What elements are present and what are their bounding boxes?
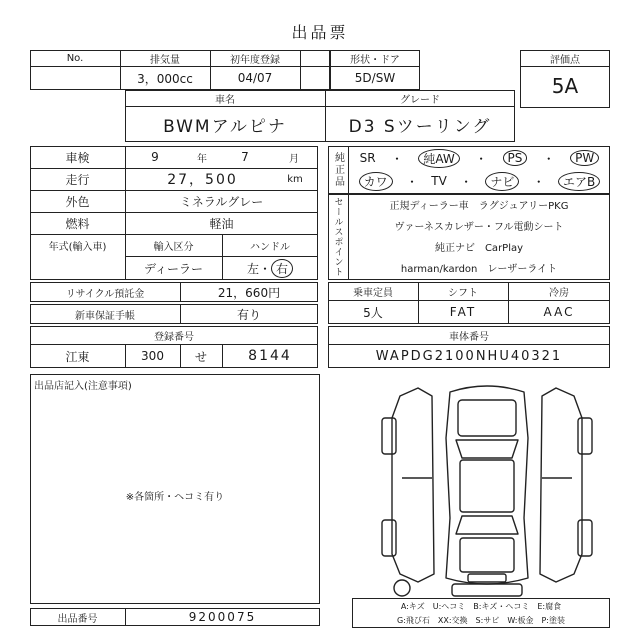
body-type-label: 形状・ドア [350, 54, 400, 66]
capacity-label: 乗車定員 [353, 287, 393, 299]
left-front-tire [382, 418, 396, 454]
registration-number: 8144 [248, 348, 292, 364]
registration-area: 江東 [65, 349, 90, 364]
capacity-value: 5人 [363, 305, 383, 320]
inspection-month: 7 [241, 150, 249, 164]
color-label: 外色 [65, 194, 90, 209]
score-label: 評価点 [550, 54, 580, 66]
equip-airbag-circled: エアB [558, 172, 600, 191]
car-windshield [456, 440, 518, 458]
left-rear-tire [382, 520, 396, 556]
mileage-unit: km [287, 173, 303, 185]
handle-value [222, 256, 318, 280]
car-left-side [392, 388, 434, 582]
import-value: ディーラー [143, 261, 204, 276]
model-year-label: 年式(輸入車) [48, 241, 107, 253]
equipment-row-1: SR ・ 純AW ・ PS ・ PW [352, 147, 607, 169]
no-label: No. [66, 52, 84, 64]
right-rear-tire [578, 520, 592, 556]
inspection-month-unit: 月 [289, 153, 299, 165]
spare-tire [394, 580, 410, 596]
equip-genuine-aw-circled: 純AW [418, 149, 459, 168]
score-value: 5A [551, 74, 579, 98]
mileage-value: 27，500 [167, 172, 238, 188]
registration-label: 登録番号 [154, 331, 194, 343]
import-label: 輸入区分 [153, 241, 194, 253]
aircon-value: AAC [543, 305, 575, 319]
grade-value: D3 Sツーリング [348, 116, 492, 137]
handle-right-circled: 右 [271, 259, 293, 278]
color-value: ミネラルグレー [179, 194, 264, 209]
vin-label: 車体番号 [449, 331, 489, 343]
first-registration-value: 04/07 [237, 71, 273, 85]
displacement-value: 3，000cc [137, 71, 193, 86]
registration-kana: せ [194, 349, 207, 364]
handle-separator: ・ [258, 261, 271, 276]
mileage-label: 走行 [65, 172, 90, 187]
equip-ps-circled: PS [503, 150, 528, 166]
car-trunk [460, 538, 514, 572]
inspection-label: 車検 [65, 150, 90, 165]
grade-label: グレード [400, 94, 440, 106]
car-name-value: BWMアルピナ [163, 116, 287, 137]
exhibit-number-label: 出品番号 [57, 613, 98, 625]
car-front-view [452, 584, 522, 596]
first-registration-label: 初年度登録 [230, 54, 280, 66]
body-type-value: 5D/SW [354, 71, 396, 85]
inspection-year: 9 [151, 150, 159, 164]
equip-tv: TV [431, 174, 447, 188]
notes-title: 出品店記入(注意事項) [34, 381, 132, 392]
car-roof [460, 460, 514, 512]
recycle-label: リサイクル預託金 [65, 288, 145, 300]
vin-value: WAPDG2100NHU40321 [375, 348, 563, 364]
car-hood [458, 400, 516, 436]
form-title: 出品票 [291, 22, 349, 42]
fuel-label: 燃料 [65, 216, 90, 231]
equip-leather-circled: カワ [359, 172, 393, 191]
right-front-tire [578, 418, 592, 454]
sales-points-label: セールスポイント [332, 197, 343, 277]
car-rear-window [456, 516, 518, 534]
equip-sr: SR [359, 151, 376, 165]
handle-label: ハンドル [250, 241, 290, 253]
fuel-value: 軽油 [209, 216, 234, 231]
notes-text: ※各箇所・ヘコミ有り [125, 491, 225, 503]
equip-pw-circled: PW [570, 150, 599, 166]
recycle-value: 21，660円 [217, 285, 281, 300]
car-name-label: 車名 [215, 94, 235, 106]
aircon-label: 冷房 [549, 287, 569, 299]
sales-point-4: harman/kardon レーザーライト [400, 264, 558, 275]
equipment-row-2: カワ ・ TV ・ ナビ ・ エアB [352, 170, 607, 192]
sales-point-1: 正規ディーラー車 ラグジュアリーPKG [389, 201, 569, 212]
legend-line-1: A:キズ U:ヘコミ B:キズ・ヘコミ E:腐食 [400, 601, 562, 611]
displacement-label: 排気量 [150, 54, 180, 66]
sales-point-2: ヴァーネスカレザー・フル電動シート [394, 222, 564, 233]
handle-left: 左 [246, 261, 259, 276]
shift-label: シフト [448, 287, 478, 299]
genuine-parts-label: 純正品 [332, 152, 344, 188]
warranty-value: 有り [236, 307, 261, 322]
sales-point-3: 純正ナビ CarPlay [434, 243, 524, 254]
registration-class: 300 [141, 349, 164, 363]
exhibit-number-value: 9200075 [188, 610, 257, 624]
car-right-side [540, 388, 582, 582]
shift-value: FAT [449, 305, 477, 319]
car-damage-diagram [372, 378, 602, 600]
equip-navi-circled: ナビ [485, 172, 519, 191]
inspection-year-unit: 年 [197, 153, 207, 165]
legend-line-2: G:飛び石 XX:交換 S:サビ W:板金 P:塗装 [397, 615, 565, 625]
warranty-label: 新車保証手帳 [75, 310, 135, 322]
